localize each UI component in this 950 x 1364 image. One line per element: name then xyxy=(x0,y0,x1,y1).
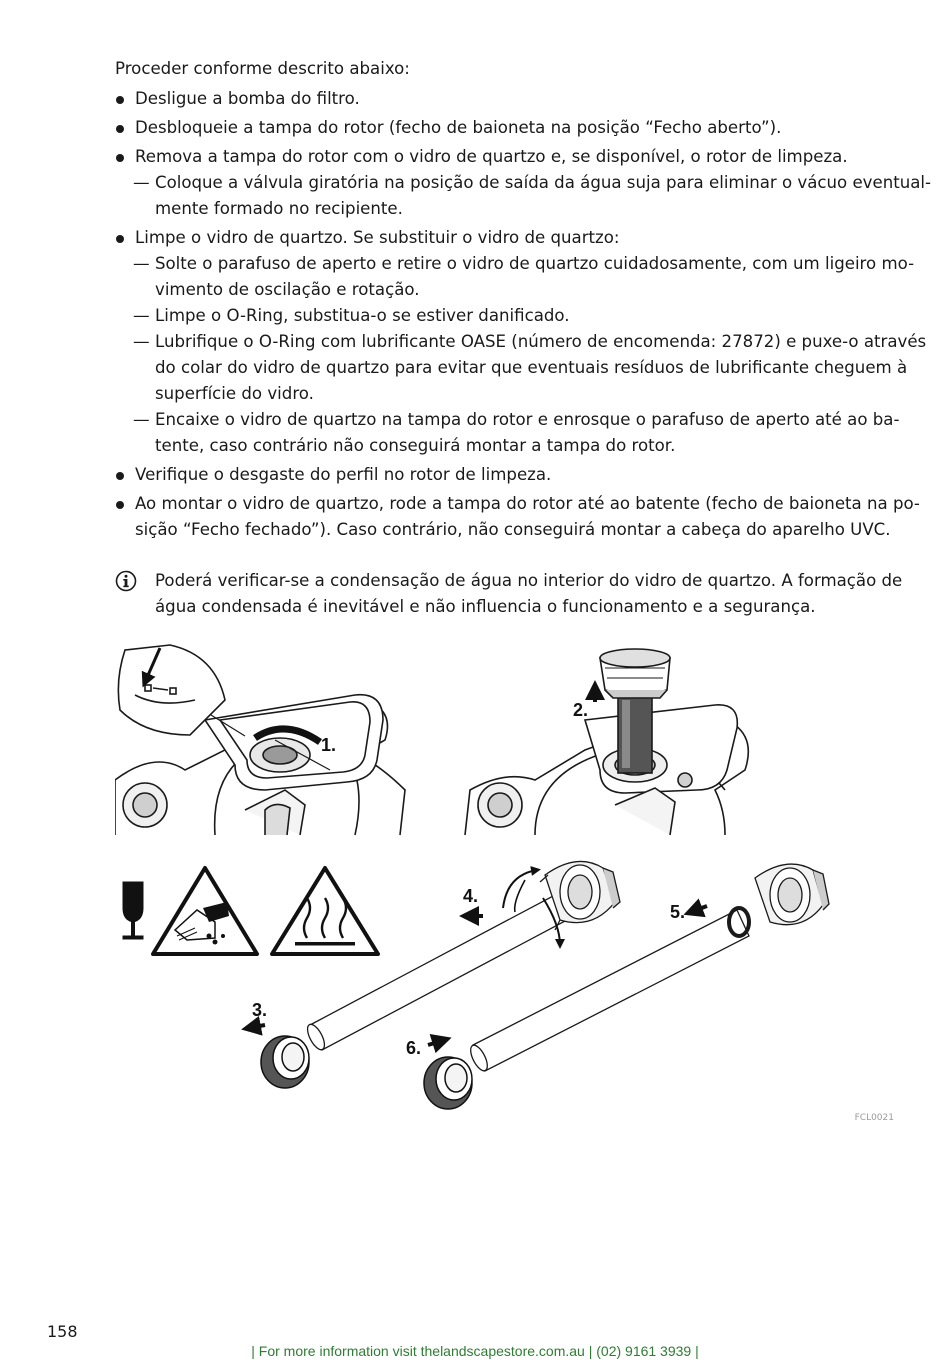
bullet-item: Ao montar o vidro de quartzo, rode a tampa do rotor até ao batente (fecho de baioneta na po- xyxy=(115,491,895,517)
dash-item: — Lubrifique o O-Ring com lubrificante OASE (número de encomenda: 27872) e puxe-o através xyxy=(115,329,895,355)
footer-contact[interactable]: | For more information visit thelandscapestore.com.au | (02) 9161 3939 | xyxy=(251,1343,699,1359)
panel-unlock-cap xyxy=(115,645,405,835)
bullet-item: Remova a tampa do rotor com o vidro de quartzo e, se disponível, o rotor de limpeza. xyxy=(115,144,895,170)
dash-item: — Coloque a válvula giratória na posição de saída da água suja para eliminar o vácuo eventual- xyxy=(115,170,895,196)
bullet-item: Verifique o desgaste do perfil no rotor de limpeza. xyxy=(115,462,895,488)
continuation-line: vimento de oscilação e rotação. xyxy=(155,280,420,299)
hot-surface-warning-icon xyxy=(272,868,378,954)
bullet-item: Limpe o vidro de quartzo. Se substituir o vidro de quartzo: xyxy=(115,225,895,251)
continuation-line: tente, caso contrário não conseguirá montar a tampa do rotor. xyxy=(155,436,676,455)
dash-item: — Encaixe o vidro de quartzo na tampa do rotor e enrosque o parafuso de aperto até ao ba- xyxy=(115,407,895,433)
clamp-ring-3 xyxy=(261,1036,309,1088)
dash-item: — Limpe o O-Ring, substitua-o se estiver danificado. xyxy=(115,303,895,329)
continuation-line: mente formado no recipiente. xyxy=(155,199,403,218)
continuation-line: superfície do vidro. xyxy=(155,384,314,403)
info-icon xyxy=(115,570,137,592)
continuation-line: do colar do vidro de quartzo para evitar que eventuais resíduos de lubrificante cheguem à xyxy=(155,358,908,377)
page-number: 158 xyxy=(47,1322,78,1341)
assembly-figure xyxy=(115,640,895,1130)
step-label: 1. xyxy=(321,735,337,755)
fragile-glass-icon xyxy=(123,882,143,939)
instructions xyxy=(115,56,932,543)
panel-remove-cap xyxy=(465,649,748,835)
continuation-line: sição “Fecho fechado”). Caso contrário, não conseguirá montar a cabeça do aparelho UVC. xyxy=(135,520,891,539)
step-label: 2. xyxy=(573,700,589,720)
step-label: 6. xyxy=(406,1038,422,1058)
bullet-item: Desligue a bomba do filtro. xyxy=(115,86,895,112)
intro-text: Proceder conforme descrito abaixo: xyxy=(115,59,410,78)
bullet-item: Desbloqueie a tampa do rotor (fecho de baioneta na posição “Fecho aberto”). xyxy=(115,115,895,141)
info-note xyxy=(115,568,905,620)
step-label: 5. xyxy=(670,902,686,922)
step-label: 3. xyxy=(252,1000,268,1020)
info-text: água condensada é inevitável e não influencia o funcionamento e a segurança. xyxy=(155,597,816,616)
step-label: 4. xyxy=(463,886,479,906)
dash-item: — Solte o parafuso de aperto e retire o vidro de quartzo cuidadosamente, com um ligeiro mo- xyxy=(115,251,895,277)
info-text: Poderá verificar-se a condensação de água no interior do vidro de quartzo. A formação de xyxy=(155,571,903,590)
clamp-ring-6 xyxy=(424,1057,472,1109)
figure-code: FCL0021 xyxy=(854,1113,894,1123)
quartz-glass-tube-right xyxy=(467,864,829,1073)
corrosive-warning-icon xyxy=(153,868,257,954)
